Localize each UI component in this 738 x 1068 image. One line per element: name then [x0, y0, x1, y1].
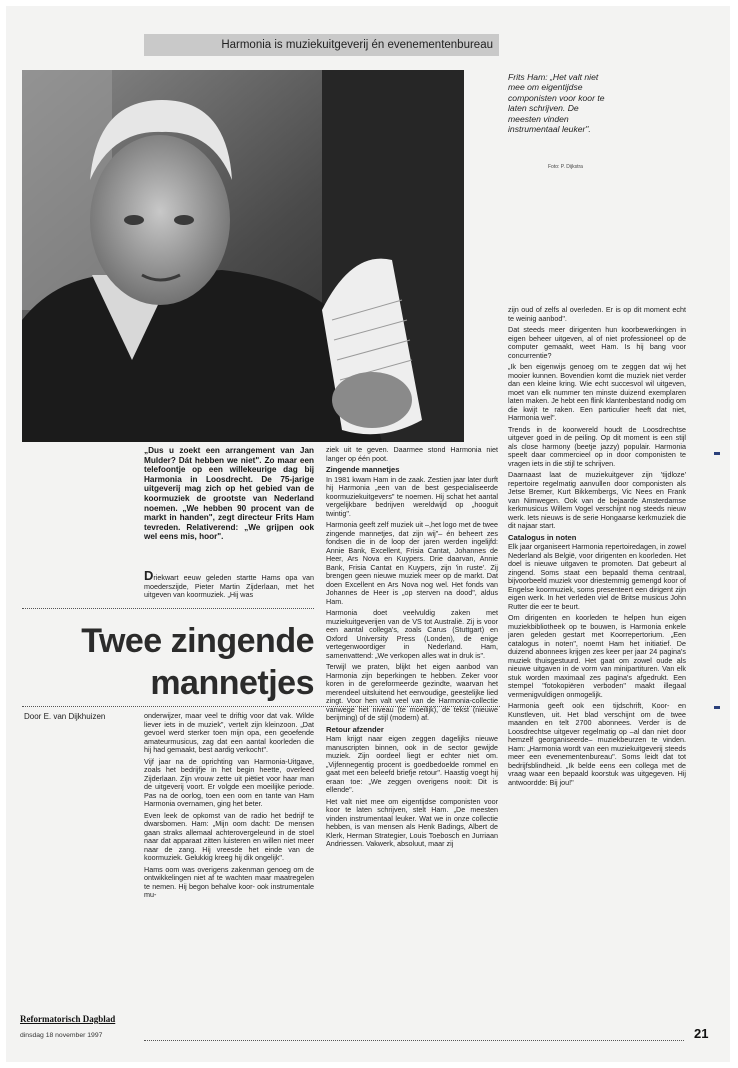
paragraph: Harmonia geeft zelf muziek uit –,het logo met de twee zingende mannetjes, dat zijn wij"– én beheert zes fondsen die in de loop der jaren werden ingelijfd: Annie Bank, Excellent, Frisia Cantat, Johannes de Heer, Ars Nova en Kuypers. Drie daarvan, Annie Bank, Frisia Cantat en Kuypers, zijn 'in ruste'. Zij brengen geen nieuwe muziek meer op de markt. Dat doen Excellent en Ars Nova nog wel. Het fonds van Johannes de Heer is „op sterven na dood", aldus Ham. — [326, 520, 498, 606]
margin-mark — [714, 706, 720, 709]
lead-paragraph: „Dus u zoekt een arrangement van Jan Mulder? Dát hebben we niet". Zo maar een telefoontje op een willekeurige dag bij Harmonia in Loosdrecht. De 75-jarige uitgeverij mag zich op het gebied van de koormuziek de grootste van Nederland noemen. „We hebben 90 procent van de markt in handen", zegt directeur Frits Ham tevreden. Relativerend: „We grijpen ook wel eens mis, hoor". — [144, 446, 314, 542]
paragraph: Daarnaast laat de muziekuitgever zijn 'tijdloze' repertoire regelmatig aanvullen door componisten als Jetse Bremer, Kurt Bikkembergs, Vic Nees en Frank van Nimwegen. Ook van de bejaarde Amsterdamse kerkmusicus Willem Vogel verschijnt nog steeds nieuw werk. Iets nieuws is de serie Hongaarse kerkmuziek die dit najaar start. — [508, 470, 686, 530]
paragraph: Even leek de opkomst van de radio het bedrijf te dwarsbomen. Ham: „Mijn oom dacht: De mensen gaan straks allemaal achterovergeleund in de stoel naar dat apparaat zitten luisteren en willen niet meer naar de zang. Hij vreesde het einde van de koormuziek. Gelukkig kreeg hij dik ongelijk". — [144, 810, 314, 862]
publication-name: Reformatorisch Dagblad — [20, 1014, 116, 1024]
photo-caption: Frits Ham: „Het valt niet mee om eigentijdse componisten voor koor te laten schrijven. De meesten vinden instrumentaal leuker". — [508, 72, 605, 135]
paragraph: Elk jaar organiseert Harmonia repertoiredagen, in zowel Nederland als België, voor dirigenten en koorleden. Het doel is nieuwe uitgaven te promoten. Dat gebeurt al zingend. Soms staat een bepaald thema centraal, bijvoorbeeld muziek voor driestemmig gemengd koor of Engelse koormuziek, soms presenteert een dirigent zijn eigen werk. In het verleden viel de Britse musicus John Rutter die eer te beurt. — [508, 542, 686, 611]
paragraph: Terwijl we praten, blijkt het eigen aanbod van Harmonia zijn beperkingen te hebben. Zeker voor koren in de gereformeerde gezindte, waarvan het merendeel uitsluitend het eenvoudige, geestelijke lied zingt. Voor hen valt veel van de Harmonia-collectie vanwege het niveau (te moeilijk), de tekst (nieuwe berijming) of de stijl (modern) af. — [326, 662, 498, 722]
intro-text: riekwart eeuw geleden startte Hams opa van moederszijde, Pieter Martin Zijderlaan, met het uitgeven van koormuziek. „Hij was — [144, 573, 314, 599]
drop-cap: D — [144, 568, 154, 583]
top-divider — [22, 608, 314, 609]
publication-date: dinsdag 18 november 1997 — [20, 1032, 103, 1039]
portrait-illustration — [22, 70, 464, 442]
paragraph: In 1981 kwam Ham in de zaak. Zestien jaar later durft hij Harmonia „een van de best gespecialiseerde koormuziekuitgevers" te noemen. Hij schat het aantal vergelijkbare bedrijven wereldwijd op „hooguit twintig". — [326, 474, 498, 518]
margin-mark — [714, 452, 720, 455]
column-2 — [326, 446, 498, 1006]
paragraph: Vijf jaar na de oprichting van Harmonia-Uitgave, zoals het bedrijfje in het begin heette, overleed Zijderlaan. Zijn vrouw zette uit piëtiet voor haar man de uitgeverij voort. Er volgde een moeilijke periode. Pas na de oorlog, toen een oom en tante van Ham Harmonia overnamen, ging het beter. — [144, 756, 314, 808]
paragraph: Dat steeds meer dirigenten hun koorbewerkingen in eigen beheer uitgeven, al of niet professioneel op de computer gemaakt, weet Ham. Is hij bang voor concurrentie? — [508, 325, 686, 360]
paragraph: onderwijzer, maar veel te driftig voor dat vak. Wilde liever iets in de muziek", vertelt zijn kleinzoon. „Dat gevoel werd sterker toen mijn opa, een geoefende amateurmusicus, zag dat een aantal koorleden die hij had gemaakt, best aardig verkocht". — [144, 712, 314, 754]
subheading: Zingende mannetjes — [326, 465, 400, 474]
paragraph: Hams oom was overigens zakenman genoeg om de ontwikkelingen niet af te wachten maar maatregelen te nemen. Hij begon behalve koor- ook instrumentale mu- — [144, 864, 314, 899]
photo-credit: Foto: P. Dijkstra — [548, 164, 583, 170]
headline: Twee zingende mannetjes — [81, 622, 314, 702]
paragraph: Om dirigenten en koorleden te helpen hun eigen muziekbibliotheek op te bouwen, is Harmonia enkele jaren geleden gestart met Koorrepertorium. „Een catalogus in noten", noemt Ham het initiatief. De duizend abonnees krijgen zes keer per jaar 24 pagina's muziek thuisgestuurd. Het gaat om zowel oude als nieuwe uitgaven in de vorm van minipartituren. Van elk stuk worden maximaal zes pagina's afgedrukt. Een stempel "fotokopiëren verboden" maakt illegaal vermenigvuldigen onmogelijk. — [508, 613, 686, 699]
paragraph: zijn oud of zelfs al overleden. Er is op dit moment echt te weinig aanbod". — [508, 306, 686, 323]
footer-divider — [144, 1040, 684, 1041]
paragraph: Het valt niet mee om eigentijdse componisten voor koor te laten schrijven, stelt Ham. „De meesten vinden instrumentaal leuker. Wat we in onze collectie hebben, is van mensen als Henk Badings, Albert de Klerk, Herman Strategier, Louis Toebosch en Jurriaan Andriessen. Vakwerk, absoluut, maar zij — [326, 796, 498, 848]
portrait-photo — [22, 70, 464, 442]
paragraph: Harmonia geeft ook een tijdschrift, Koor- en Kunstleven, uit. Het blad verschijnt om de twee maanden en telt 2700 abonnees. Verder is de Loosdrechtse uitgever regelmatig op –al dan niet door hemzelf georganiseerde– muziekbeurzen te vinden. Ham: „Harmonia wordt van een muziekuitgeverij steeds meer een evenementenbureau". Soms leidt dat tot bedrijfsblindheid. „Ik belde eens een collega met de vraag waar een bepaald koorstuk was uitgegeven. Hij antwoordde: Bij jou!" — [508, 701, 686, 787]
byline: Door E. van Dijkhuizen — [24, 712, 106, 721]
page-number: 21 — [694, 1026, 709, 1041]
subheading: Catalogus in noten — [508, 532, 577, 542]
intro-paragraph — [144, 568, 314, 600]
subheading: Retour afzender — [326, 724, 384, 734]
paragraph: Harmonia doet veelvuldig zaken met muziekuitgeverijen van de VS tot Australië. Zij is voor een aantal collega's, zoals Carus (Stuttgart) en Oxford University Press (Londen), de enige vertegenwoordiger in Nederland. Ham, samenvattend: „We verkopen alles wat in druk is". — [326, 608, 498, 660]
paragraph: ziek uit te geven. Daarmee stond Harmonia niet langer op één poot. — [326, 446, 498, 463]
paragraph: „Ik ben eigenwijs genoeg om te zeggen dat wij het mooier kunnen. Bovendien komt die muziek niet verder dan een kleine kring. Wie echt succesvol wil uitgeven, moet van elk nummer ten minste duizend exemplaren laten maken. Je hebt een flink klantenbestand nodig om die kwijt te raken. Een particulier heeft dat niet, Harmonia wel". — [508, 362, 686, 422]
paragraph: Ham krijgt naar eigen zeggen dagelijks nieuwe manuscripten binnen, ook in de sector gewijde muziek. Zijn oordeel liegt er echter niet om. „Vijfennegentig procent is goedbedoelde rommel en gaat met een beleefd briefje retour". Haastig voegt hij eraan toe: „We zeggen overigens nooit: Dit is ellende". — [326, 734, 498, 794]
section-header: Harmonia is muziekuitgeverij én evenementenbureau — [144, 34, 499, 56]
column-1 — [144, 712, 314, 1004]
paragraph: Trends in de koorwereld houdt de Loosdrechtse uitgever goed in de peiling. Op dit moment is een stijl als close harmony (beetje jazzy) populair. Harmonia speelt daar commercieel op in door componisten te vragen iets in die stijl te schrijven. — [508, 424, 686, 468]
column-3 — [508, 306, 686, 1008]
